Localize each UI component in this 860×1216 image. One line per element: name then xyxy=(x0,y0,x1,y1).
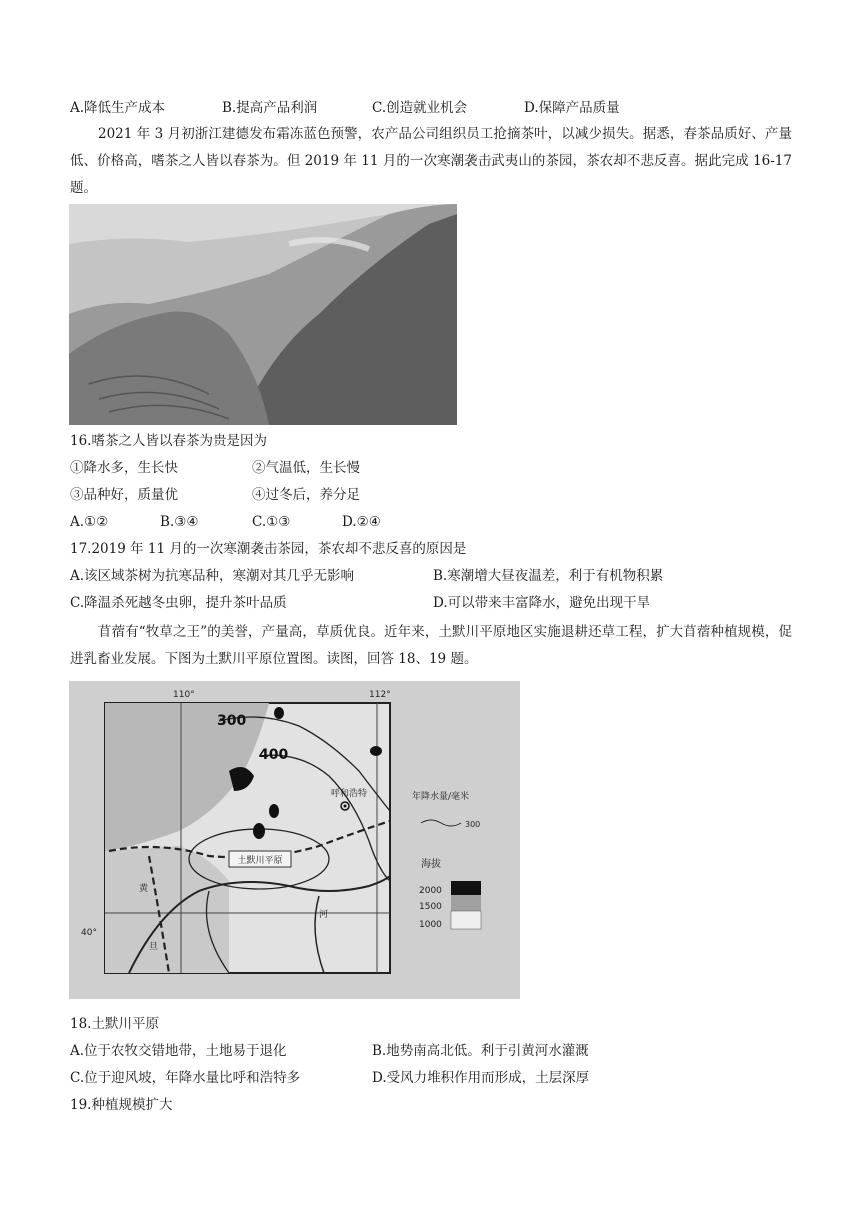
q16-option-d: D.②④ xyxy=(342,514,381,530)
elevation-value-2000: 2000 xyxy=(419,886,442,896)
q17-option-d: D.可以带来丰富降水，避免出现干旱 xyxy=(433,595,651,611)
q18-option-b: B.地势南高北低。利于引黄河水灌溉 xyxy=(372,1043,589,1059)
q15-option-b: B.提高产品利润 xyxy=(222,100,318,116)
q16-item-2: ②气温低，生长慢 xyxy=(252,460,360,476)
river-label: 河 xyxy=(319,910,329,920)
elevation-title: 海拔 xyxy=(421,859,441,870)
isohyet-label-400: 400 xyxy=(259,747,289,763)
q16-stem: 16.嗜茶之人皆以春茶为贵是因为 xyxy=(70,433,267,449)
legend-isohyet-value: 300 xyxy=(465,820,481,829)
elevation-value-1000: 1000 xyxy=(419,920,442,930)
tea-garden-photo xyxy=(69,204,457,425)
lon-label-112: 112° xyxy=(369,690,391,700)
q18-option-c: C.位于迎风坡，年降水量比呼和浩特多 xyxy=(70,1070,301,1086)
legend-title: 年降水量/毫米 xyxy=(412,792,470,802)
q18-stem: 18.土默川平原 xyxy=(70,1016,159,1032)
elevation-value-1500: 1500 xyxy=(419,902,442,912)
q18-option-a: A.位于农牧交错地带，土地易于退化 xyxy=(70,1043,287,1059)
q15-option-a: A.降低生产成本 xyxy=(70,100,166,116)
q18-option-d: D.受风力堆积作用而形成，土层深厚 xyxy=(372,1070,590,1086)
q16-option-c: C.①③ xyxy=(252,514,291,530)
left-label-2: 旦 xyxy=(149,942,159,952)
plain-label: 土默川平原 xyxy=(237,856,283,866)
alfalfa-intro-paragraph: 苜蓿有“牧草之王”的美誉，产量高，草质优良。近年来，土默川平原地区实施退耕还草工程，扩大苜蓿种植规模，促进乳畜业发展。下图为土默川平原位置图。读图，回答 18、19 题。 xyxy=(70,624,792,667)
tumochuan-plain-location-map xyxy=(69,681,520,999)
elevation-swatch-1500 xyxy=(451,895,481,911)
q16-item-3: ③品种好，质量优 xyxy=(70,487,178,503)
q16-option-a: A.①② xyxy=(70,514,109,530)
lon-label-110: 110° xyxy=(173,690,195,700)
tea-intro-paragraph: 2021 年 3 月初浙江建德发布霜冻蓝色预警，农产品公司组织员工抢摘茶叶，以减少损失。据悉，春茶品质好、产量低、价格高，嗜茶之人皆以春茶为。但 2019 年 11 月的一次寒潮袭击武夷山的茶园，茶农却不悲反喜。据此完成 16-17 题。 xyxy=(70,126,792,196)
mountain-mass-2 xyxy=(253,823,265,839)
q16-option-b: B.③④ xyxy=(160,514,199,530)
elevation-swatch-1000 xyxy=(451,911,481,929)
q16-item-4: ④过冬后，养分足 xyxy=(252,487,360,503)
city-label: 呼和浩特 xyxy=(331,789,368,799)
lat-label-40: 40° xyxy=(81,928,97,938)
elevation-swatch-2000 xyxy=(451,881,481,895)
q17-option-a: A.该区域茶树为抗寒品种，寒潮对其几乎无影响 xyxy=(70,568,355,584)
q15-option-d: D.保障产品质量 xyxy=(524,100,620,116)
q19-stem: 19.种植规模扩大 xyxy=(70,1097,173,1113)
isohyet-label-300: 300 xyxy=(217,713,247,729)
left-label: 黄 xyxy=(139,884,149,894)
q17-option-c: C.降温杀死越冬虫卵，提升茶叶品质 xyxy=(70,595,287,611)
q17-option-b: B.寒潮增大昼夜温差，利于有机物积累 xyxy=(433,568,664,584)
q15-option-c: C.创造就业机会 xyxy=(372,100,468,116)
q16-item-1: ①降水多，生长快 xyxy=(70,460,178,476)
q17-stem: 17.2019 年 11 月的一次寒潮袭击茶园，茶农却不悲反喜的原因是 xyxy=(70,541,467,557)
